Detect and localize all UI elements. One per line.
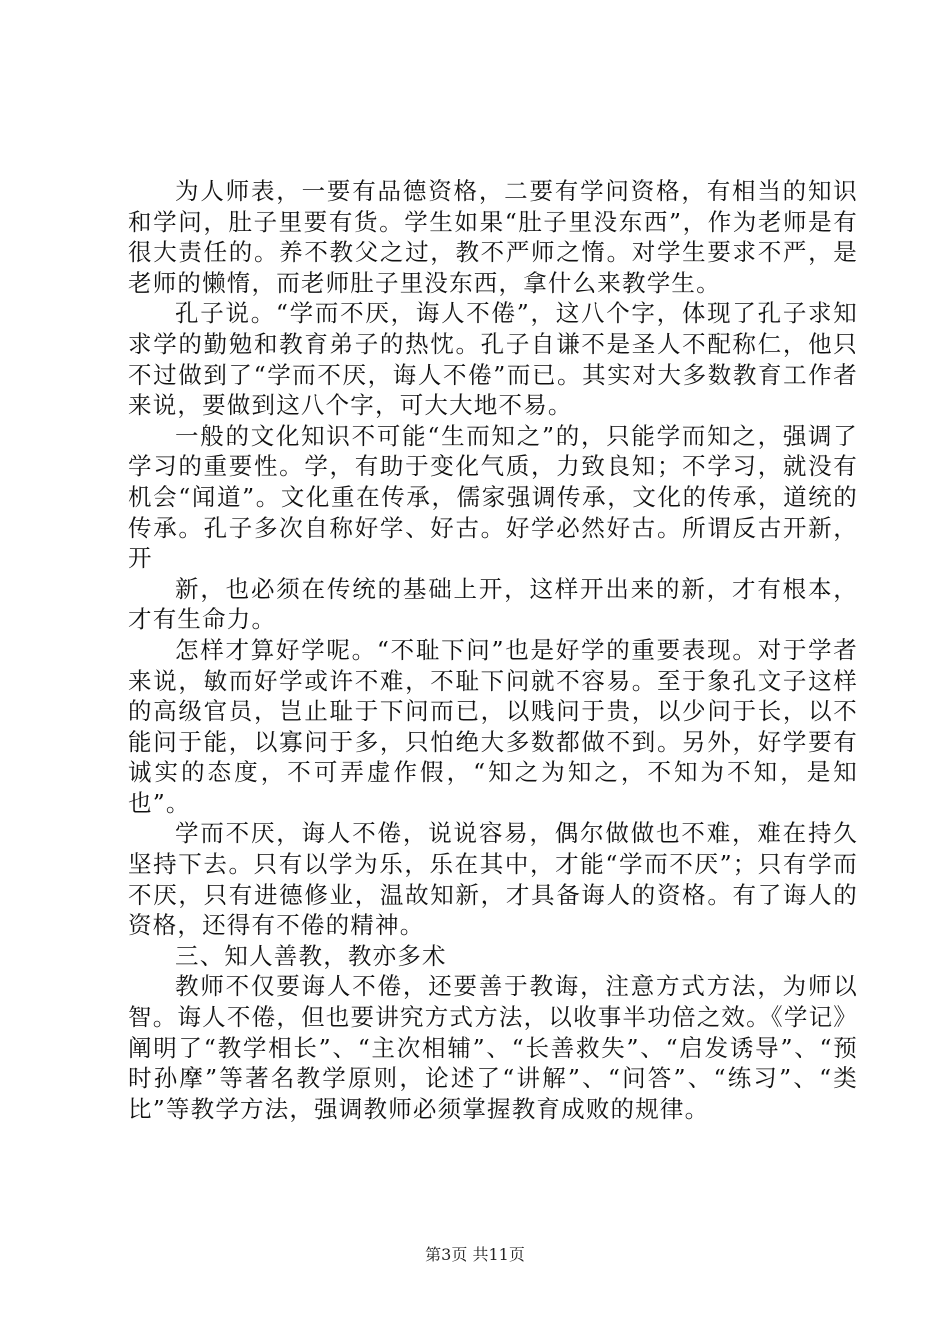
paragraph-6: 学而不厌，诲人不倦，说说容易，偶尔做做也不难，难在持久坚持下去。只有以学为乐，乐在其中，才能“学而不厌”；只有学而不厌，只有进德修业，温故知新，才具备诲人的资格。有了诲人的资格，还得有不倦的精神。 xyxy=(128,819,858,940)
total-pages: 共11页 xyxy=(472,1245,525,1264)
paragraph-7: 教师不仅要诲人不倦，还要善于教诲，注意方式方法，为师以智。诲人不倦，但也要讲究方式方法，以收事半功倍之效。《学记》阐明了“教学相长”、“主次相辅”、“长善救失”、“启发诱导”、“预时孙摩”等著名教学原则，论述了“讲解”、“问答”、“练习”、“类比”等教学方法，强调教师必须掌握教育成败的规律。 xyxy=(128,972,858,1123)
paragraph-3: 一般的文化知识不可能“生而知之”的，只能学而知之，强调了学习的重要性。学，有助于变化气质，力致良知；不学习，就没有机会“闻道”。文化重在传承，儒家强调传承，文化的传承，道统的传承。孔子多次自称好学、好古。好学必然好古。所谓反古开新，开 xyxy=(128,421,858,573)
paragraph-4: 新，也必须在传统的基础上开，这样开出来的新，才有根本，才有生命力。 xyxy=(128,574,858,634)
paragraph-5: 怎样才算好学呢。“不耻下问”也是好学的重要表现。对于学者来说，敏而好学或许不难，不耻下问就不容易。至于象孔文子这样的高级官员，岂止耻于下问而已，以贱问于贵，以少问于长，以不能问于能，以寡问于多，只怕绝大多数都做不到。另外，好学要有诚实的态度，不可弄虚作假，“知之为知之，不知为不知，是知也”。 xyxy=(128,635,858,817)
section-heading: 三、知人善教，教亦多术 xyxy=(175,941,447,970)
body-text xyxy=(128,176,858,1124)
page-number: 第3页 xyxy=(425,1245,468,1264)
paragraph-1: 为人师表，一要有品德资格，二要有学问资格，有相当的知识和学问，肚子里要有货。学生如果“肚子里没东西”，作为老师是有很大责任的。养不教父之过，教不严师之惰。对学生要求不严，是老师的懒惰，而老师肚子里没东西，拿什么来教学生。 xyxy=(128,177,858,297)
paragraph-2: 孔子说。“学而不厌，诲人不倦”，这八个字，体现了孔子求知求学的勤勉和教育弟子的热忱。孔子自谦不是圣人不配称仁，他只不过做到了“学而不厌，诲人不倦”而已。其实对大多数教育工作者来说，要做到这八个字，可大大地不易。 xyxy=(128,299,858,420)
page-footer xyxy=(0,1245,950,1265)
